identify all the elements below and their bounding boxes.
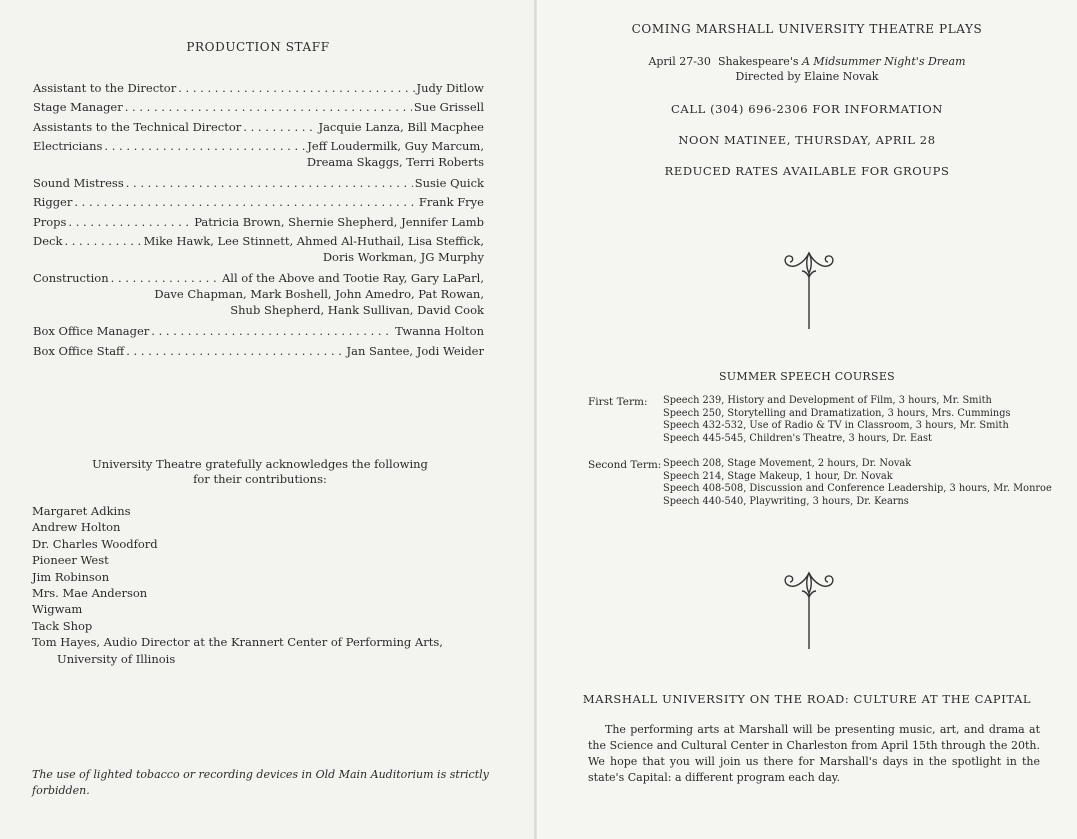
contributor: Jim Robinson: [32, 569, 110, 584]
play-director: Directed by Elaine Novak: [735, 69, 879, 83]
course-item: Speech 208, Stage Movement, 2 hours, Dr. Novak: [663, 458, 912, 469]
staff-names: Jeff Loudermilk, Guy Marcum,: [307, 139, 484, 153]
no-smoking-notice: The use of lighted tobacco or recording devices in Old Main Auditorium is strictly forbidden.: [32, 768, 489, 797]
play-author: Shakespeare's: [717, 55, 799, 68]
staff-role: Box Office Staff: [33, 344, 125, 358]
contributor-continued: University of Illinois: [57, 651, 176, 666]
staff-names: Susie Quick: [414, 176, 484, 190]
staff-role: Electricians: [33, 139, 103, 153]
staff-names: Twanna Holton: [395, 324, 484, 338]
fleuron-icon: [782, 247, 836, 331]
dot-leader: [126, 343, 344, 359]
acknowledgement: [60, 457, 460, 487]
dot-leader: [126, 175, 413, 191]
staff-names: Frank Frye: [418, 195, 484, 209]
staff-role: Stage Manager: [33, 100, 123, 114]
course-item: Speech 214, Stage Makeup, 1 hour, Dr. Novak: [663, 470, 893, 482]
contributor: Pioneer West: [32, 553, 109, 568]
dot-leader: [111, 270, 220, 286]
staff-role: Rigger: [33, 195, 73, 209]
first-term-label: First Term:: [588, 396, 648, 408]
on-the-road-title: MARSHALL UNIVERSITY ON THE ROAD: CULTURE AT THE CAPITAL: [582, 692, 1032, 706]
staff-names-continued: Shub Shepherd, Hank Sullivan, David Cook: [230, 303, 484, 317]
dot-leader: [68, 214, 192, 230]
course-item: Speech 239, History and Development of Film, 3 hours, Mr. Smith: [663, 395, 992, 406]
course-item: Speech 445-545, Children's Theatre, 3 hours, Dr. East: [663, 432, 932, 444]
contributor: Tack Shop: [32, 618, 93, 633]
dot-leader: [178, 80, 414, 96]
course-item: Speech 250, Storytelling and Dramatization, 3 hours, Mrs. Cummings: [663, 407, 1011, 419]
course-item: Speech 432-532, Use of Radio & TV in Classroom, 3 hours, Mr. Smith: [663, 420, 1009, 432]
staff-role: Props: [33, 215, 67, 229]
call-info: CALL (304) 696-2306 FOR INFORMATION: [671, 102, 943, 116]
dot-leader: [243, 119, 316, 135]
fleuron-icon: [782, 567, 836, 651]
staff-role: Assistants to the Technical Director: [33, 120, 242, 134]
staff-row: [33, 80, 484, 96]
staff-row: [33, 194, 484, 210]
staff-row: [33, 175, 484, 191]
staff-names-continued: Dave Chapman, Mark Boshell, John Amedro, Pat Rowan,: [154, 287, 484, 301]
dot-leader: [64, 233, 141, 249]
second-term-label: Second Term:: [588, 459, 662, 471]
course-item: Speech 408-508, Discussion and Conference Leadership, 3 hours, Mr. Monroe: [663, 483, 1052, 495]
course-item: Speech 440-540, Playwriting, 3 hours, Dr. Kearns: [663, 495, 909, 507]
staff-row: [33, 323, 484, 339]
contributor: Wigwam: [32, 602, 83, 617]
staff-role: Deck: [33, 234, 63, 248]
production-staff-title: PRODUCTION STAFF: [186, 40, 330, 54]
dot-leader: [74, 194, 416, 210]
staff-names: Judy Ditlow: [416, 81, 484, 95]
staff-names: All of the Above and Tootie Ray, Gary LaParl,: [221, 271, 484, 285]
staff-names-continued: Doris Workman, JG Murphy: [322, 250, 484, 264]
matinee-info: NOON MATINEE, THURSDAY, APRIL 28: [678, 133, 936, 147]
staff-row: [33, 233, 484, 265]
play-listing: [537, 55, 1077, 84]
staff-row: [33, 343, 484, 359]
staff-row: [33, 138, 484, 170]
dot-leader: [104, 138, 305, 154]
coming-plays-title: COMING MARSHALL UNIVERSITY THEATRE PLAYS: [631, 22, 983, 36]
staff-row: [33, 214, 484, 230]
play-title: A Midsummer Night's Dream: [801, 55, 966, 68]
acknowledgement-line-2: for their contributions:: [193, 472, 327, 486]
page-fold: [534, 0, 537, 839]
dot-leader: [125, 99, 412, 115]
on-the-road-paragraph: The performing arts at Marshall will be presenting music, art, and drama at the Science and Cultural Center in Charleston from April 15th through the 20th. We hope that you will join us there for Marshall's days in the spotlight in the state's Capital: a different program each day.: [588, 723, 1040, 784]
staff-names: Jacquie Lanza, Bill Macphee: [318, 120, 484, 134]
staff-row: [33, 99, 484, 115]
dot-leader: [151, 323, 393, 339]
staff-role: Construction: [33, 271, 109, 285]
staff-names: Patricia Brown, Shernie Shepherd, Jennifer Lamb: [194, 215, 484, 229]
staff-names: Jan Santee, Jodi Weider: [346, 344, 484, 358]
reduced-rates-info: REDUCED RATES AVAILABLE FOR GROUPS: [664, 164, 950, 178]
staff-names: Sue Grissell: [413, 100, 484, 114]
second-term-courses: [663, 458, 1052, 508]
contributors-list: [32, 503, 443, 667]
staff-row: [33, 119, 484, 135]
contributor: Dr. Charles Woodford: [32, 536, 158, 551]
staff-names-continued: Dreama Skaggs, Terri Roberts: [306, 155, 484, 169]
contributor: Tom Hayes, Audio Director at the Krannert Center of Performing Arts,: [32, 635, 443, 650]
staff-role: Assistant to the Director: [33, 81, 177, 95]
contributor: Mrs. Mae Anderson: [32, 586, 148, 601]
summer-courses-title: SUMMER SPEECH COURSES: [718, 370, 896, 383]
contributor: Margaret Adkins: [32, 504, 131, 518]
staff-row: [33, 270, 484, 318]
contributor: Andrew Holton: [32, 520, 121, 535]
play-dates: April 27-30: [648, 55, 711, 68]
first-term-courses: [663, 395, 1011, 445]
staff-names: Mike Hawk, Lee Stinnett, Ahmed Al-Huthail, Lisa Steffick,: [143, 234, 484, 248]
staff-role: Box Office Manager: [33, 324, 150, 338]
staff-role: Sound Mistress: [33, 176, 124, 190]
acknowledgement-line-1: University Theatre gratefully acknowledges the following: [92, 457, 428, 471]
